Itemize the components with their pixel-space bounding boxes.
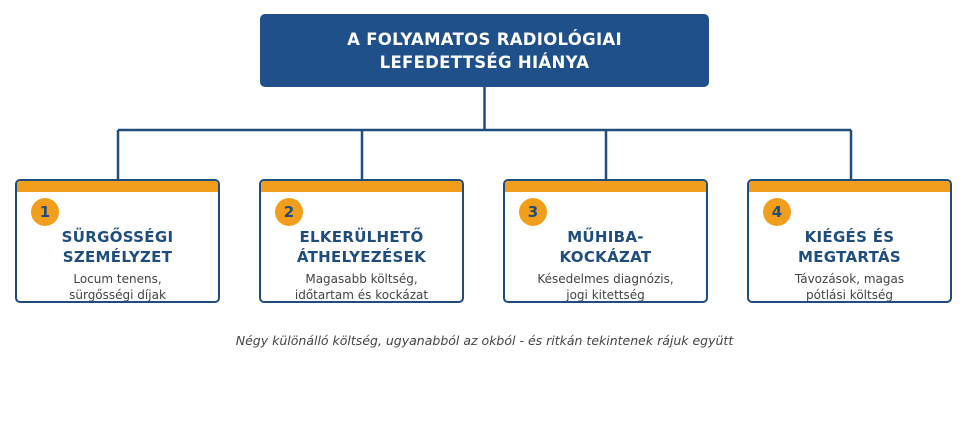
card-title-line-1: ELKERÜLHETŐ [299,228,424,246]
root-title-line-1: A FOLYAMATOS RADIOLÓGIAI [347,29,622,49]
card-title-line-2: KOCKÁZAT [559,248,652,266]
card-number-badge: 4 [763,198,791,226]
root-title-line-2: LEFEDETTSÉG HIÁNYA [379,52,590,72]
card-desc-line-2: jogi kitettség [566,288,645,302]
card-accent-bar [749,181,950,192]
card-title [505,227,706,267]
cost-card-1 [15,179,220,303]
card-title [17,227,218,267]
card-desc-line-2: sürgősségi díjak [69,288,166,302]
card-description [17,271,218,303]
card-title-line-2: MEGTARTÁS [798,248,901,266]
card-number-badge: 3 [519,198,547,226]
card-accent-bar [17,181,218,192]
card-desc-line-2: pótlási költség [806,288,893,302]
cost-card-2 [259,179,464,303]
card-desc-line-1: Késedelmes diagnózis, [537,272,674,286]
card-title-line-2: ÁTHELYEZÉSEK [296,248,427,266]
root-node [260,14,709,87]
card-title-line-1: KIÉGÉS ÉS [804,228,895,246]
card-desc-line-1: Magasabb költség, [305,272,418,286]
diagram-caption: Négy különálló költség, ugyanabból az okból - és ritkán tekintenek rájuk együtt [235,333,734,348]
card-accent-bar [505,181,706,192]
card-description [749,271,950,303]
card-accent-bar [261,181,462,192]
card-title [749,227,950,267]
card-description [505,271,706,303]
card-title-line-1: SÜRGŐSSÉGI [61,228,174,246]
card-title [261,227,462,267]
card-number-badge: 1 [31,198,59,226]
cost-card-4 [747,179,952,303]
card-desc-line-2: időtartam és kockázat [294,288,429,302]
card-number-badge: 2 [275,198,303,226]
card-title-line-2: SZEMÉLYZET [62,248,173,266]
card-desc-line-1: Locum tenens, [73,272,162,286]
card-title-line-1: MŰHIBA- [567,228,644,246]
card-desc-line-1: Távozások, magas [794,272,905,286]
card-description [261,271,462,303]
cost-card-3 [503,179,708,303]
